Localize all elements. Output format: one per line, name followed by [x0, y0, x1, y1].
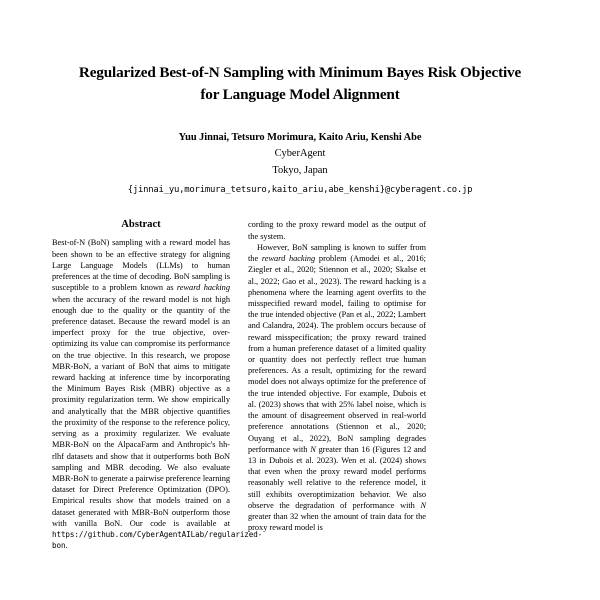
math-variable-n-1: N: [310, 444, 316, 454]
intro-para-2-part-a: However, BoN sampling is known to suffer from the: [248, 242, 426, 264]
code-url-link[interactable]: https://github.com/CyberAgentAILab/regularized-bon: [52, 530, 263, 551]
intro-paragraph-2: [248, 242, 426, 534]
abstract-text-part-3: .: [65, 541, 68, 551]
abstract-paragraph: [52, 237, 263, 551]
abstract-text-part-2: when the accuracy of the reward model is not high enough due to the quality or the quantity of the preference dataset. Because the reward model is an imperfect proxy for the true objective, over-optimizing its value can compromise its performance on the true objective. In this research, we propose MBR-BoN, a variant of BoN that aims to mitigate reward hacking at inference time by incorporating the Minimum Bayes Risk (MBR) objective as a proximity regularization term. We show empirically and analytically that the MBR objective quantifies the proximity of the response to the reference policy, serving as a proximity regularizer. We evaluate MBR-BoN on the AlpacaFarm and Anthropic's hh-rlhf datasets and show that it outperforms both BoN sampling and MBR decoding. We also evaluate MBR-BoN to generate a pairwise preference learning dataset for Direct Preference Optimization (DPO). Empirical results show that models trained on a dataset generated with MBR-BoN outperform those with vanilla BoN. Our code is available at: [52, 294, 230, 528]
location: Tokyo, Japan: [272, 164, 328, 176]
title-line-1: Regularized Best-of-N Sampling with Minimum Bayes Risk Objective: [78, 64, 522, 81]
page-title: [52, 62, 548, 105]
author-names: Yuu Jinnai, Tetsuro Morimura, Kaito Ariu, Kenshi Abe: [178, 132, 422, 144]
title-line-2: for Language Model Alignment: [200, 85, 400, 103]
intro-para-2-part-b: problem (Amodei et al., 2016; Ziegler et al., 2020; Stiennon et al., 2020; Skalse et al., 2022; Gao et al., 2023). The reward hacking is a phenomena where the learning agent overfits to the misspecified reward model, failing to optimise for the true intended objective (Pan et al., 2022; Lambert and Calandra, 2024). The problem occurs because of reward misspecification; the proxy reward trained from a human preference dataset of a limited quality or quantity does not perfectly reflect true human preferences. As a result, optimizing for the reward model does not always optimize for the preference of the true intended objective. For example, Dubois et al. (2023) shows that with 25% label noise, which is the amount of disagreement observed in real-world preference annotations (Stiennon et al., 2020; Ouyang et al., 2022), BoN sampling degrades performance with: [248, 254, 426, 454]
right-column: [248, 219, 426, 551]
math-variable-n-2: N: [420, 500, 426, 510]
intro-para-2-part-d: greater than 32 when the amount of train data for the proxy reward model is: [248, 512, 426, 533]
abstract-italic-reward-hacking: reward hacking: [176, 283, 230, 293]
abstract-heading: Abstract: [121, 219, 161, 231]
affiliation: CyberAgent: [274, 148, 326, 160]
intro-para-2-part-c: greater than 16 (Figures 12 and 13 in Dubois et al. 2023). Wen et al. (2024) shows that even when the proxy reward model performs reasonably well relative to the reference model, it still exhibits overoptimization behavior. We also observe the degradation of performance with: [248, 444, 426, 510]
author-block: [52, 130, 548, 197]
intro-para-1-text: cording to the proxy reward model as the output of the system.: [248, 220, 426, 241]
two-column-body: [52, 219, 548, 551]
intro-italic-reward-hacking: reward hacking: [261, 254, 316, 264]
title-block: [52, 0, 548, 105]
contact-email: {jinnai_yu,morimura_tetsuro,kaito_ariu,abe_kenshi}@cyberagent.co.jp: [127, 185, 473, 196]
left-column: [52, 219, 263, 551]
abstract-text-part-1: Best-of-N (BoN) sampling with a reward model has been shown to be an effective strategy for aligning Large Language Models (LLMs) to human preferences at the time of decoding. BoN sampling is susceptible to a problem known as: [52, 238, 230, 293]
intro-paragraph-continued: [248, 219, 426, 241]
